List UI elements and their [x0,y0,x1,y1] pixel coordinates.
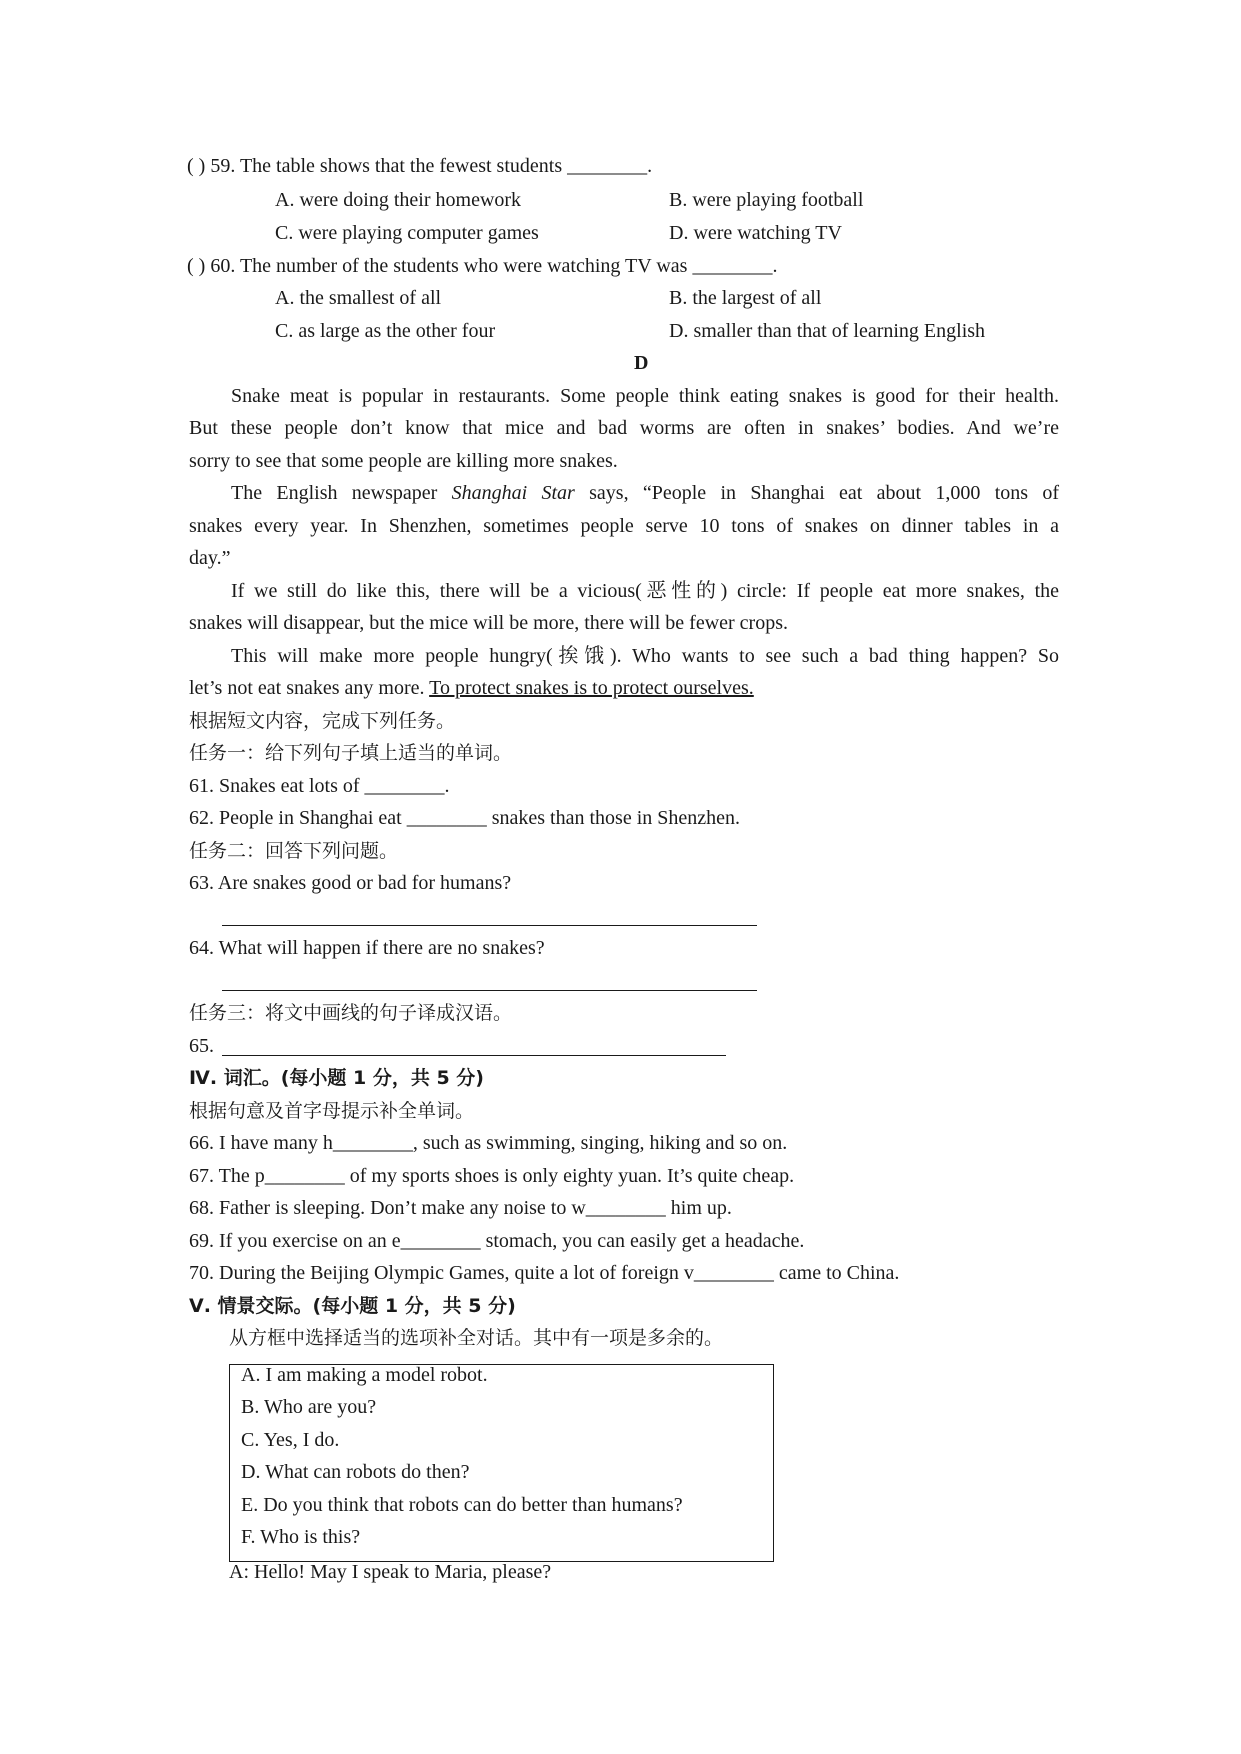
passage-heading: D [634,352,649,374]
passage-p1-line2: But these people don’t know that mice and bad worms are often in snakes’ bodies. And we’re [189,417,1059,439]
passage-p3-line2: snakes will disappear, but the mice will be more, there will be fewer crops. [189,612,789,634]
underlined-sentence: To protect snakes is to protect ourselves. [429,677,754,699]
passage-p2-text-a: The English newspaper [231,482,452,504]
question-63: 63. Are snakes good or bad for humans? [189,872,512,894]
question-59-option-d: D. were watching TV [669,222,842,244]
option-d: D. What can robots do then? [241,1461,470,1483]
option-e: E. Do you think that robots can do better than humans? [241,1494,683,1516]
answer-line-63[interactable] [222,925,757,926]
question-62: 62. People in Shanghai eat ________ snakes than those in Shenzhen. [189,807,741,829]
section-5-instruction: 从方框中选择适当的选项补全对话。其中有一项是多余的。 [229,1327,724,1349]
question-67: 67. The p________ of my sports shoes is only eighty yuan. It’s quite cheap. [189,1165,795,1187]
task-2-heading: 任务二：回答下列问题。 [189,840,399,862]
question-59-stem: ( ) 59. The table shows that the fewest students ________. [187,155,653,177]
question-61: 61. Snakes eat lots of ________. [189,775,450,797]
question-59-option-c: C. were playing computer games [275,222,539,244]
tasks-intro: 根据短文内容，完成下列任务。 [189,710,456,732]
question-64: 64. What will happen if there are no snakes? [189,937,545,959]
question-60-option-d: D. smaller than that of learning English [669,320,986,342]
question-59-option-b: B. were playing football [669,189,864,211]
option-b: B. Who are you? [241,1396,377,1418]
question-66: 66. I have many h________, such as swimming, singing, hiking and so on. [189,1132,788,1154]
passage-p4-line1: This will make more people hungry(挨饿). Who wants to see such a bad thing happen? So [231,645,1059,667]
task-1-heading: 任务一：给下列句子填上适当的单词。 [189,742,513,764]
question-68: 68. Father is sleeping. Don’t make any noise to w________ him up. [189,1197,732,1219]
passage-p1-line1: Snake meat is popular in restaurants. Some people think eating snakes is good for their health. [231,385,1059,407]
question-60-option-c: C. as large as the other four [275,320,496,342]
question-59-option-a: A. were doing their homework [275,189,522,211]
option-a: A. I am making a model robot. [241,1364,488,1386]
passage-p1-line3: sorry to see that some people are killing more snakes. [189,450,618,472]
option-c: C. Yes, I do. [241,1429,340,1451]
question-60-option-b: B. the largest of all [669,287,822,309]
section-5-heading: Ⅴ. 情景交际。(每小题 1 分，共 5 分) [189,1295,516,1317]
answer-line-64[interactable] [222,990,757,991]
answer-line-65[interactable] [222,1055,726,1056]
newspaper-title: Shanghai Star [451,482,575,504]
question-60-stem: ( ) 60. The number of the students who were watching TV was ________. [187,255,778,277]
task-3-heading: 任务三：将文中画线的句子译成汉语。 [189,1002,513,1024]
question-70: 70. During the Beijing Olympic Games, quite a lot of foreign v________ came to China. [189,1262,900,1284]
question-60-option-a: A. the smallest of all [275,287,442,309]
passage-p2-line3: day.” [189,547,231,569]
question-65: 65. [189,1035,214,1057]
passage-p4-text: let’s not eat snakes any more. [189,677,430,699]
passage-p2-line1 [231,480,1059,506]
section-4-instruction: 根据句意及首字母提示补全单词。 [189,1100,475,1122]
dialogue-line-a1: A: Hello! May I speak to Maria, please? [229,1561,552,1583]
option-f: F. Who is this? [241,1526,361,1548]
question-69: 69. If you exercise on an e________ stomach, you can easily get a headache. [189,1230,805,1252]
passage-p3-line1: If we still do like this, there will be a vicious(恶性的) circle: If people eat more snakes, the [231,580,1059,602]
passage-p2-text-b: says, “People in Shanghai eat about 1,000 tons of [574,482,1059,504]
passage-p2-line2: snakes every year. In Shenzhen, sometimes people serve 10 tons of snakes on dinner tables in a [189,515,1059,537]
section-4-heading: Ⅳ. 词汇。(每小题 1 分，共 5 分) [189,1067,484,1089]
passage-p4-line2 [189,675,754,701]
